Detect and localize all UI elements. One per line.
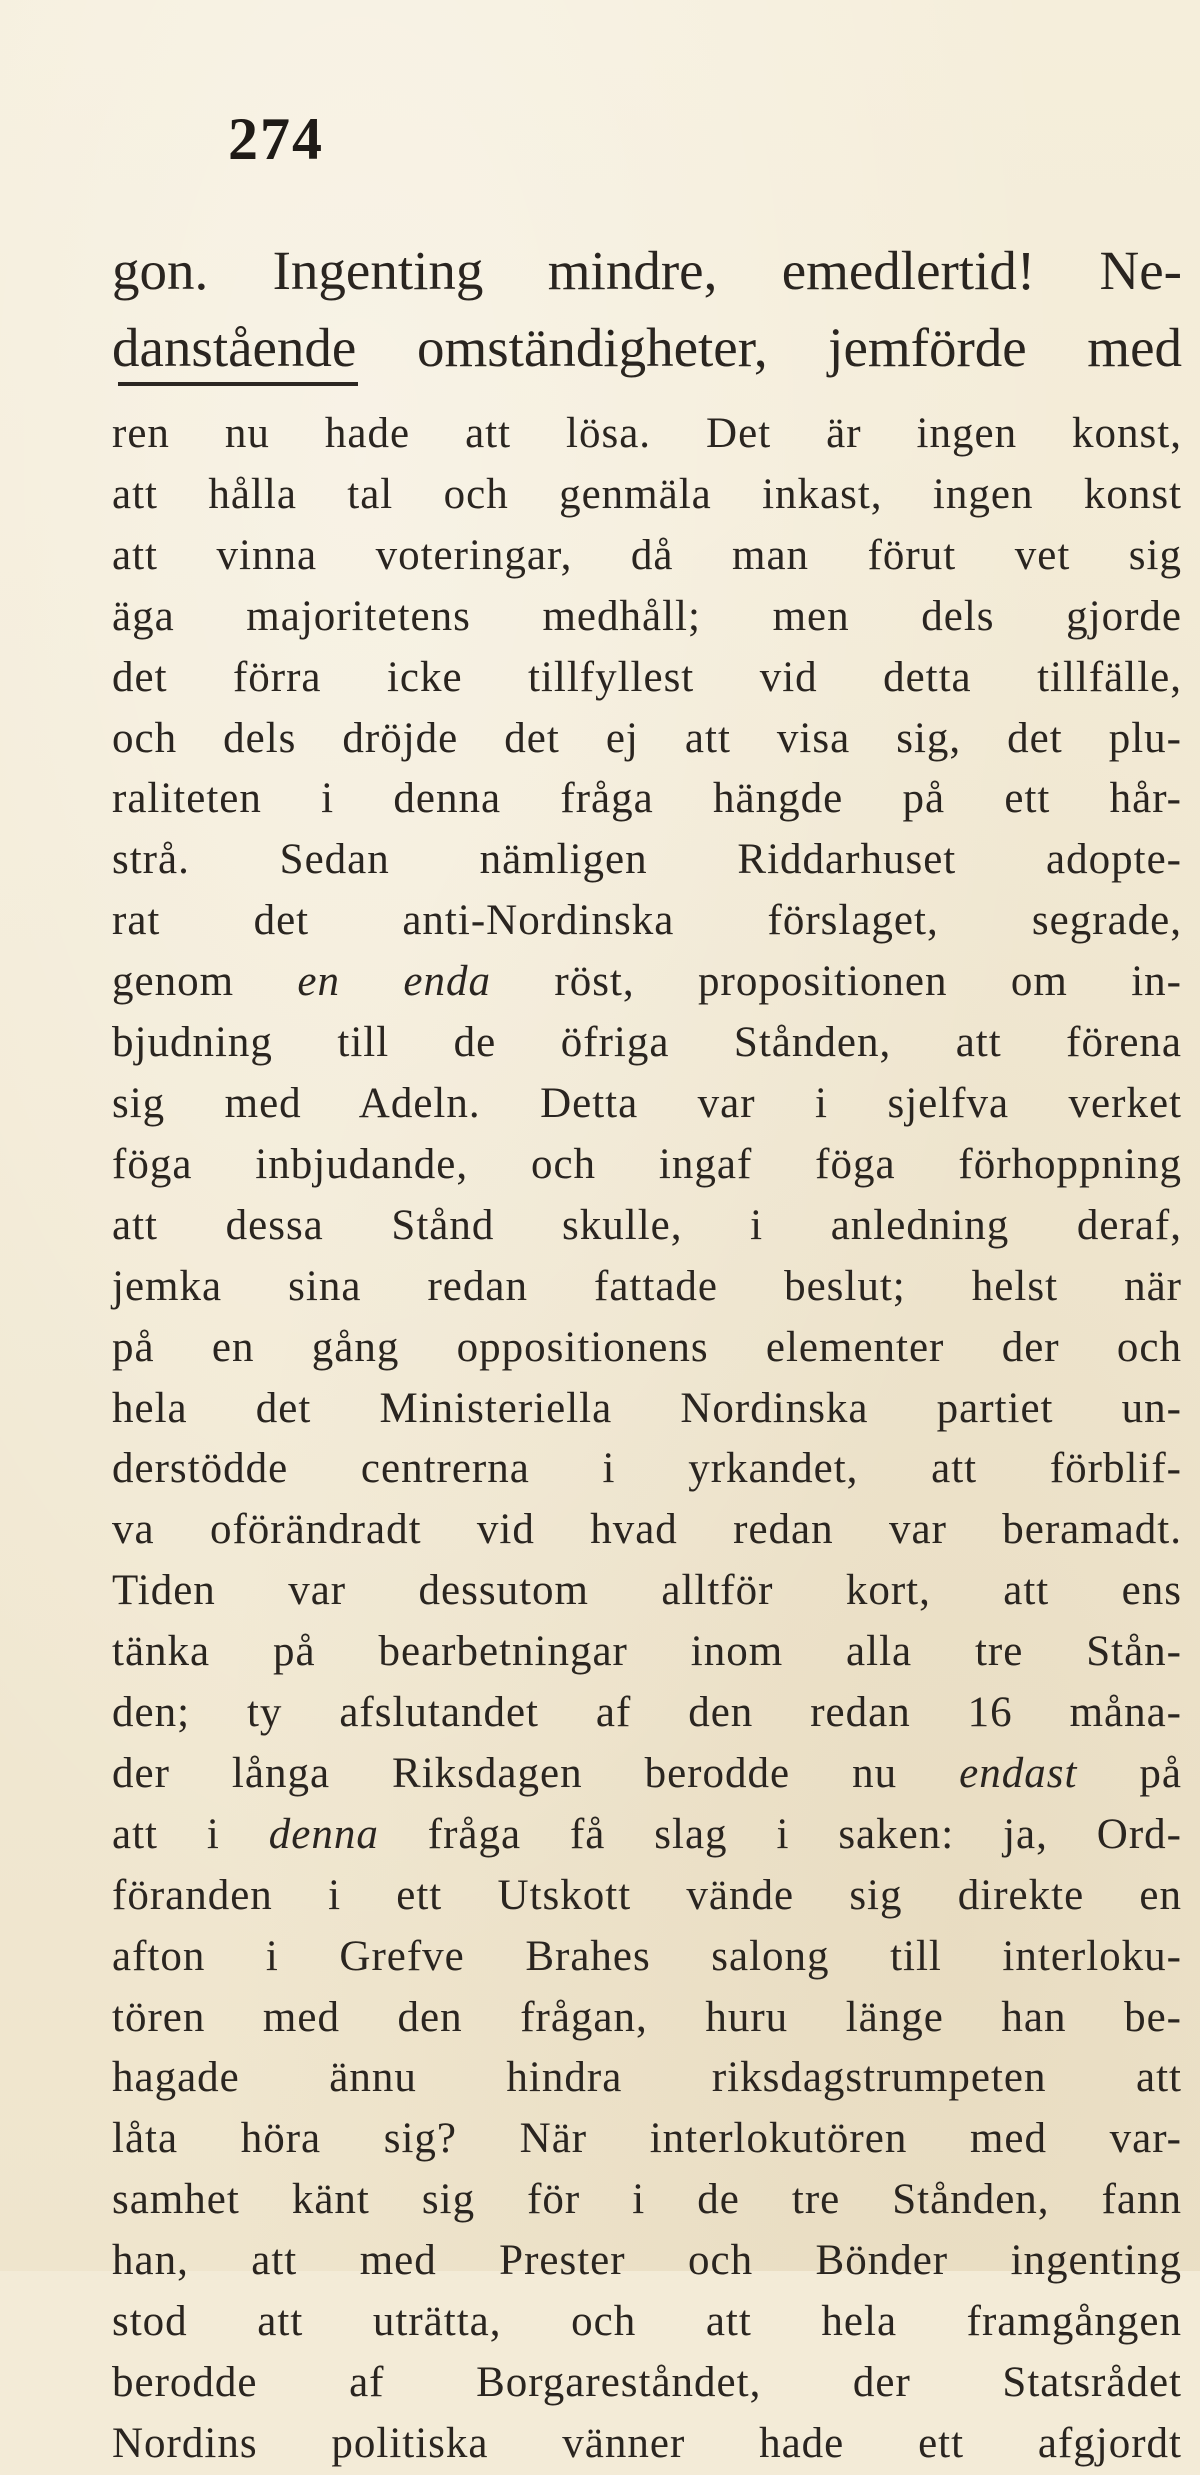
text-segment: strå. Sedan nämligen Riddarhuset adopte- <box>112 836 1182 884</box>
text-segment: hagade ännu hindra riksdagstrumpeten att <box>112 2054 1182 2102</box>
text-segment: sig med Adeln. Detta var i sjelfva verket <box>112 1079 1182 1127</box>
footnote-divider <box>118 382 358 386</box>
text-segment: raliteten i denna fråga hängde på ett hår- <box>112 775 1182 823</box>
text-line <box>112 1013 1182 1074</box>
text-segment: han, att med Prester och Bönder ingenting <box>112 2237 1182 2285</box>
text-segment: Tiden var dessutom alltför kort, att ens <box>112 1567 1182 1615</box>
text-segment: tänka på bearbetningar inom alla tre Stån- <box>112 1628 1182 1676</box>
text-line <box>112 2292 1182 2353</box>
emphasized-text: endast <box>959 1749 1078 1797</box>
text-line <box>112 587 1182 648</box>
text-segment: samhet känt sig för i de tre Stånden, fann <box>112 2176 1182 2224</box>
text-segment: att hålla tal och genmäla inkast, ingen konst <box>112 470 1182 518</box>
text-line <box>112 2048 1182 2109</box>
text-segment: föranden i ett Utskott vände sig direkte en <box>112 1871 1182 1919</box>
text-line <box>112 1257 1182 1318</box>
text-line <box>112 526 1182 587</box>
text-segment: det förra icke tillfyllest vid detta tillfälle, <box>112 653 1182 701</box>
text-line <box>112 648 1182 709</box>
text-segment: stod att uträtta, och att hela framgången <box>112 2298 1182 2346</box>
text-line <box>112 1988 1182 2049</box>
text-segment: att i <box>112 1810 269 1858</box>
text-line <box>112 1683 1182 1744</box>
text-line <box>112 2109 1182 2170</box>
text-line <box>112 1135 1182 1196</box>
text-line: danstående omständigheter, jemförde med <box>112 317 1182 378</box>
text-line <box>112 1622 1182 1683</box>
text-segment: och dels dröjde det ej att visa sig, det plu- <box>112 714 1182 762</box>
text-segment: fråga få slag i saken: ja, Ord- <box>378 1810 1182 1858</box>
text-line <box>112 1318 1182 1379</box>
text-segment: låta höra sig? När interlokutören med var- <box>112 2115 1182 2163</box>
footnote-text <box>112 404 1182 2475</box>
text-line <box>112 1927 1182 1988</box>
text-line <box>112 1500 1182 1561</box>
text-segment: afton i Grefve Brahes salong till interloku- <box>112 1932 1182 1980</box>
text-line <box>112 1439 1182 1500</box>
text-segment: hela det Ministeriella Nordinska partiet un- <box>112 1384 1182 1432</box>
text-line <box>112 1074 1182 1135</box>
text-segment: berodde af Borgareståndet, der Statsrådet <box>112 2359 1182 2406</box>
text-segment: att dessa Stånd skulle, i anledning deraf, <box>112 1201 1182 1249</box>
text-segment: rat det anti-Nordinska förslaget, segrade, <box>112 897 1182 945</box>
text-segment: jemka sina redan fattade beslut; helst när <box>112 1262 1182 1310</box>
text-line <box>112 1561 1182 1622</box>
text-segment: äga majoritetens medhåll; men dels gjorde <box>112 592 1182 640</box>
text-line <box>112 1379 1182 1440</box>
text-segment: den; ty afslutandet af den redan 16 måna- <box>112 1689 1182 1737</box>
text-segment: föga inbjudande, och ingaf föga förhoppning <box>112 1140 1182 1188</box>
text-line <box>112 769 1182 830</box>
text-segment: genom <box>112 958 298 1006</box>
text-segment: på <box>1077 1749 1183 1797</box>
text-line <box>112 1196 1182 1257</box>
text-segment: derstödde centrerna i yrkandet, att förblif- <box>112 1445 1182 1493</box>
text-segment: att vinna voteringar, då man förut vet sig <box>112 531 1182 579</box>
text-segment: ren nu hade att lösa. Det är ingen konst, <box>112 410 1182 457</box>
text-line: gon. Ingenting mindre, emedlertid! Ne- <box>112 240 1182 301</box>
text-segment: på en gång oppositionens elementer der och <box>112 1323 1182 1371</box>
text-line <box>112 709 1182 770</box>
emphasized-text: en enda <box>297 958 491 1006</box>
page-number: 274 <box>228 106 324 172</box>
text-line <box>112 1805 1182 1866</box>
text-line <box>112 1744 1182 1805</box>
emphasized-text: denna <box>268 1810 379 1858</box>
text-line <box>112 891 1182 952</box>
text-line <box>112 2170 1182 2231</box>
text-line <box>112 465 1182 526</box>
text-segment: va oförändradt vid hvad redan var beramadt. <box>112 1506 1182 1554</box>
text-segment: Nordins politiska vänner hade ett afgjordt <box>112 2419 1182 2467</box>
text-line <box>112 2353 1182 2414</box>
text-segment: der långa Riksdagen berodde nu <box>112 1749 960 1797</box>
text-line <box>112 2414 1182 2475</box>
text-line <box>112 2231 1182 2292</box>
text-segment: bjudning till de öfriga Stånden, att förena <box>112 1019 1182 1067</box>
text-line <box>112 404 1182 465</box>
text-line <box>112 830 1182 891</box>
text-line <box>112 1866 1182 1927</box>
main-text-top <box>112 232 1182 386</box>
text-segment: tören med den frågan, huru länge han be- <box>112 1993 1182 2041</box>
text-line <box>112 952 1182 1013</box>
text-segment: röst, propositionen om in- <box>490 958 1182 1006</box>
